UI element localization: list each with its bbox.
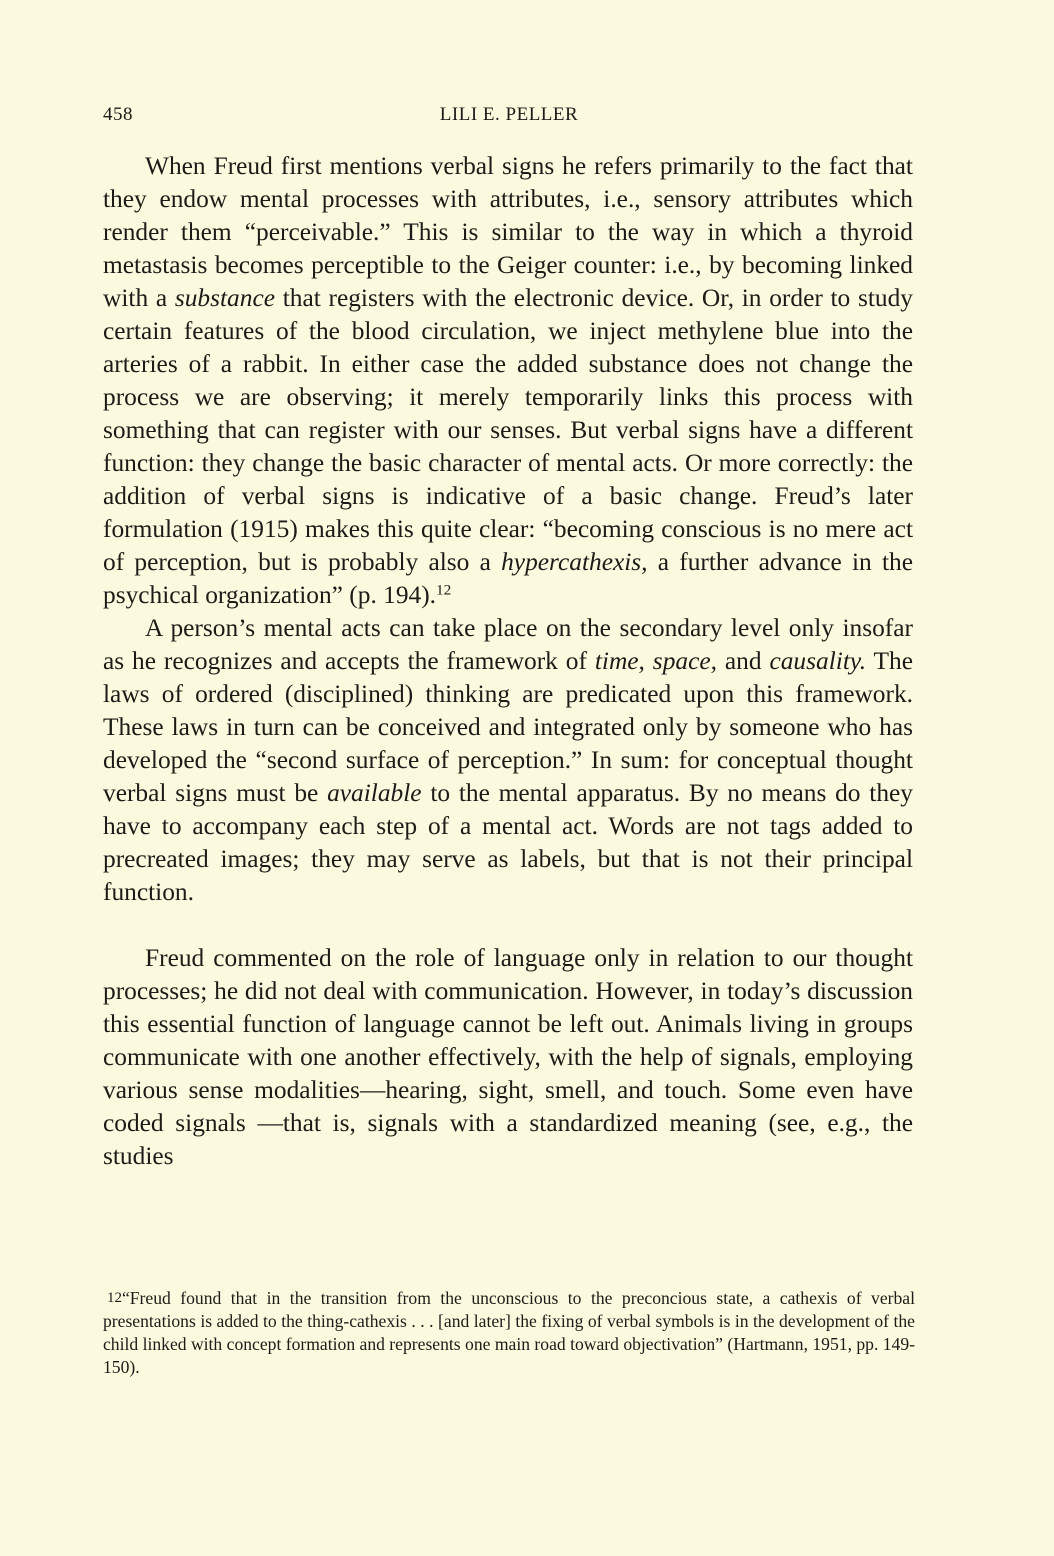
emphasis-substance: substance [174, 284, 275, 312]
paragraph-communication [103, 942, 913, 1173]
text-run: The laws of ordered (disciplined) thinking are predicated upon this framework. These laws in turn can be conceived and integrated only by someone who has developed the “second surface of perception.” In sum: for conceptual thought verbal signs must be [103, 647, 914, 807]
footnote-number: 12 [107, 1290, 122, 1306]
footnote-text: “Freud found that in the transition from the unconscious to the preconcious state, a cathexis of verbal presentations is added to the thing-cathexis . . . [and later] the fixing of verbal symbols is in the development of the child linked with concept formation and represents one main road toward objectivation” (Hartmann, 1951, pp. 149-150). [103, 1288, 916, 1378]
text-run: and [716, 647, 770, 675]
emphasis-time-space: time, space, [594, 647, 717, 675]
paragraph-secondary-level [103, 612, 913, 909]
page-number: 458 [103, 104, 133, 125]
text-run: to the mental apparatus. By no means do they have to accompany each step of a mental act. Words are not tags added to precreated images; they may serve as labels, but that is not their principal function. [103, 779, 913, 906]
text-run: When Freud first mentions verbal signs he refers primarily to the fact that they endow mental processes with attributes, i.e., sensory attributes which render them “perceivable.” This is similar to the way in which a thyroid metastasis becomes perceptible to the Geiger counter: i.e., by becoming linked with a [103, 152, 913, 312]
emphasis-causality: causality. [769, 647, 867, 675]
text-run: a further advance in the psychical organization” (p. 194). [103, 548, 913, 609]
paragraph-verbal-signs [103, 150, 913, 612]
emphasis-available: available [327, 779, 422, 807]
text-run: Freud commented on the role of language only in relation to our thought processes; he did not deal with communication. However, in today’s discussion this essential function of language cannot be left out. Animals living in groups communicate with one another effectively, with the help of signals, employing various sense modalities—hearing, sight, smell, and touch. Some even have coded signals —that is, signals with a standardized meaning (see, e.g., the studies [103, 944, 913, 1170]
body-text [103, 150, 913, 1173]
running-head [103, 104, 915, 134]
footnote-reference: 12 [436, 581, 452, 599]
footnote-12 [103, 1287, 915, 1379]
author-running-head: LILI E. PELLER [439, 104, 579, 125]
footnote [103, 1287, 915, 1379]
text-run: that registers with the electronic device. Or, in order to study certain features of the blood circulation, we inject methylene blue into the arteries of a rabbit. In either case the added substance does not change the process we are observing; it merely temporarily links this process with something that can register with our senses. But verbal signs have a different function: they change the basic character of mental acts. Or more correctly: the addition of verbal signs is indicative of a basic change. Freud’s later formulation (1915) makes this quite clear: “becoming conscious is no mere act of perception, but is probably also a [103, 284, 913, 576]
text-run: A person’s mental acts can take place on the secondary level only insofar as he recognizes and accepts the framework of [103, 614, 913, 675]
emphasis-hypercathexis: hypercathexis, [501, 548, 648, 576]
